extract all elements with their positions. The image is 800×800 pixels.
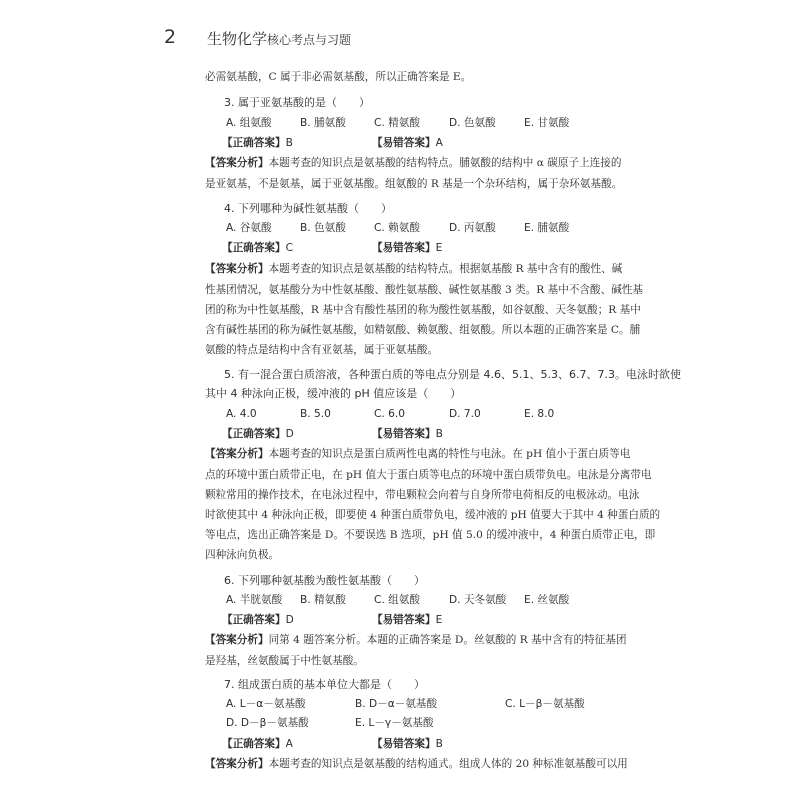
option-a: A. 半胱氨酸: [226, 594, 283, 606]
wrong-answer-label: 【易错答案】: [372, 614, 436, 626]
analysis-label: 【答案分析】: [205, 263, 269, 275]
analysis-line: 是羟基，丝氨酸属于中性氨基酸。: [205, 655, 364, 667]
intro-line: 必需氨基酸，C 属于非必需氨基酸，所以正确答案是 E。: [205, 71, 472, 83]
page-number: 2: [164, 26, 177, 48]
option-b: B. D－α－氨基酸: [355, 698, 438, 710]
correct-answer-label: 【正确答案】: [222, 428, 286, 440]
analysis-line: 四种泳向负极。: [205, 549, 280, 561]
analysis-label: 【答案分析】: [205, 157, 269, 169]
analysis-line: 等电点，选出正确答案是 D。不要误选 B 选项，pH 值 5.0 的缓冲液中，4 种蛋白质带正电，即: [205, 529, 656, 541]
wrong-answer-value: E: [435, 242, 443, 254]
analysis-label: 【答案分析】: [205, 634, 269, 646]
analysis-line: [205, 447, 635, 461]
analysis-line: [205, 262, 635, 276]
book-title-main: 生物化学: [207, 30, 268, 48]
option-a: A. L－α－氨基酸: [226, 698, 306, 710]
option-e: E. 丝氨酸: [524, 594, 570, 606]
option-b: B. 脯氨酸: [300, 117, 346, 129]
question-stem: 3. 属于亚氨基酸的是（ ）: [224, 96, 370, 109]
option-c: C. L－β－氨基酸: [505, 698, 585, 710]
analysis-line: 性基团情况，氨基酸分为中性氨基酸、酸性氨基酸、碱性氨基酸 3 类。R 基中不含酸、碱性基: [205, 284, 643, 296]
question-stem: 5. 有一混合蛋白质溶液，各种蛋白质的等电点分别是 4.6、5.1、5.3、6.7、7.3。电泳时欲使: [224, 368, 681, 381]
option-b: B. 5.0: [300, 408, 331, 420]
wrong-answer: [372, 613, 442, 627]
option-d: D. 丙氨酸: [449, 222, 496, 234]
analysis-line: [205, 156, 635, 170]
correct-answer-label: 【正确答案】: [222, 738, 286, 750]
correct-answer-value: B: [285, 137, 293, 149]
option-c: C. 6.0: [374, 408, 405, 420]
question-stem: 其中 4 种泳向正极，缓冲液的 pH 值应该是（ ）: [205, 387, 462, 400]
analysis-line: 是亚氨基，不是氨基，属于亚氨基酸。组氨酸的 R 基是一个杂环结构，属于杂环氨基酸。: [205, 178, 623, 190]
analysis-line: [205, 633, 635, 647]
option-c: C. 赖氨酸: [374, 222, 420, 234]
question-stem: 4. 下列哪种为碱性氨基酸（ ）: [224, 202, 392, 215]
wrong-answer-label: 【易错答案】: [372, 137, 436, 149]
analysis-line: 颗粒常用的操作技术，在电泳过程中，带电颗粒会向着与自身所带电荷相反的电极泳动。电泳: [205, 489, 640, 501]
analysis-text: 本题考查的知识点是蛋白质两性电离的特性与电泳。在 pH 值小于蛋白质等电: [268, 448, 631, 460]
wrong-answer: [372, 427, 443, 441]
option-a: A. 组氨酸: [226, 117, 272, 129]
option-a: A. 4.0: [226, 408, 257, 420]
option-e: E. 脯氨酸: [524, 222, 570, 234]
correct-answer-value: C: [285, 242, 293, 254]
correct-answer: [222, 737, 293, 751]
correct-answer-value: D: [285, 614, 294, 626]
analysis-line: 点的环境中蛋白质带正电，在 pH 值大于蛋白质等电点的环境中蛋白质带负电。电泳是分离带电: [205, 469, 652, 481]
analysis-line: 氨酸的特点是结构中含有亚氨基，属于亚氨基酸。: [205, 344, 439, 356]
correct-answer-label: 【正确答案】: [222, 614, 286, 626]
option-c: C. 组氨酸: [374, 594, 420, 606]
wrong-answer: [372, 241, 442, 255]
correct-answer-value: A: [285, 738, 293, 750]
option-c: C. 精氨酸: [374, 117, 420, 129]
correct-answer: [222, 241, 293, 255]
option-b: B. 色氨酸: [300, 222, 346, 234]
question-stem: 7. 组成蛋白质的基本单位大都是（ ）: [224, 678, 425, 691]
wrong-answer: [372, 136, 443, 150]
analysis-line: 含有碱性基团的称为碱性氨基酸，如精氨酸、赖氨酸、组氨酸。所以本题的正确答案是 C。脯: [205, 324, 641, 336]
option-d: D. 7.0: [449, 408, 481, 420]
wrong-answer-value: B: [435, 738, 443, 750]
wrong-answer-value: E: [435, 614, 443, 626]
wrong-answer-label: 【易错答案】: [372, 242, 436, 254]
option-d: D. 天冬氨酸: [449, 594, 507, 606]
analysis-line: 团的称为中性氨基酸，R 基中含有酸性基团的称为酸性氨基酸，如谷氨酸、天冬氨酸；R 基中: [205, 304, 641, 316]
wrong-answer-label: 【易错答案】: [372, 738, 436, 750]
correct-answer-label: 【正确答案】: [222, 137, 286, 149]
correct-answer: [222, 136, 293, 150]
analysis-text: 同第 4 题答案分析。本题的正确答案是 D。丝氨酸的 R 基中含有的特征基团: [268, 634, 627, 646]
correct-answer-label: 【正确答案】: [222, 242, 286, 254]
wrong-answer-value: A: [435, 137, 443, 149]
analysis-text: 本题考查的知识点是氨基酸的结构特点。根据氨基酸 R 基中含有的酸性、碱: [268, 263, 623, 275]
correct-answer: [222, 427, 294, 441]
analysis-label: 【答案分析】: [205, 448, 269, 460]
correct-answer: [222, 613, 294, 627]
option-e: E. 8.0: [524, 408, 555, 420]
option-d: D. D－β－氨基酸: [226, 717, 309, 729]
analysis-text: 本题考查的知识点是氨基酸的结构特点。脯氨酸的结构中 α 碳原子上连接的: [268, 157, 622, 169]
wrong-answer: [372, 737, 443, 751]
analysis-text: 本题考查的知识点是氨基酸的结构通式。组成人体的 20 种标准氨基酸可以用: [268, 758, 628, 770]
analysis-line: 时欲使其中 4 种泳向正极，即要使 4 种蛋白质带负电，缓冲液的 pH 值要大于其中 4 种蛋白质的: [205, 509, 661, 521]
option-a: A. 谷氨酸: [226, 222, 272, 234]
option-b: B. 精氨酸: [300, 594, 346, 606]
option-d: D. 色氨酸: [449, 117, 496, 129]
question-stem: 6. 下列哪种氨基酸为酸性氨基酸（ ）: [224, 574, 425, 587]
correct-answer-value: D: [285, 428, 294, 440]
wrong-answer-label: 【易错答案】: [372, 428, 436, 440]
option-e: E. L－γ－氨基酸: [355, 717, 434, 729]
analysis-line: [205, 757, 635, 771]
analysis-label: 【答案分析】: [205, 758, 269, 770]
book-subtitle: 核心考点与习题: [267, 33, 352, 47]
option-e: E. 甘氨酸: [524, 117, 570, 129]
wrong-answer-value: B: [435, 428, 443, 440]
